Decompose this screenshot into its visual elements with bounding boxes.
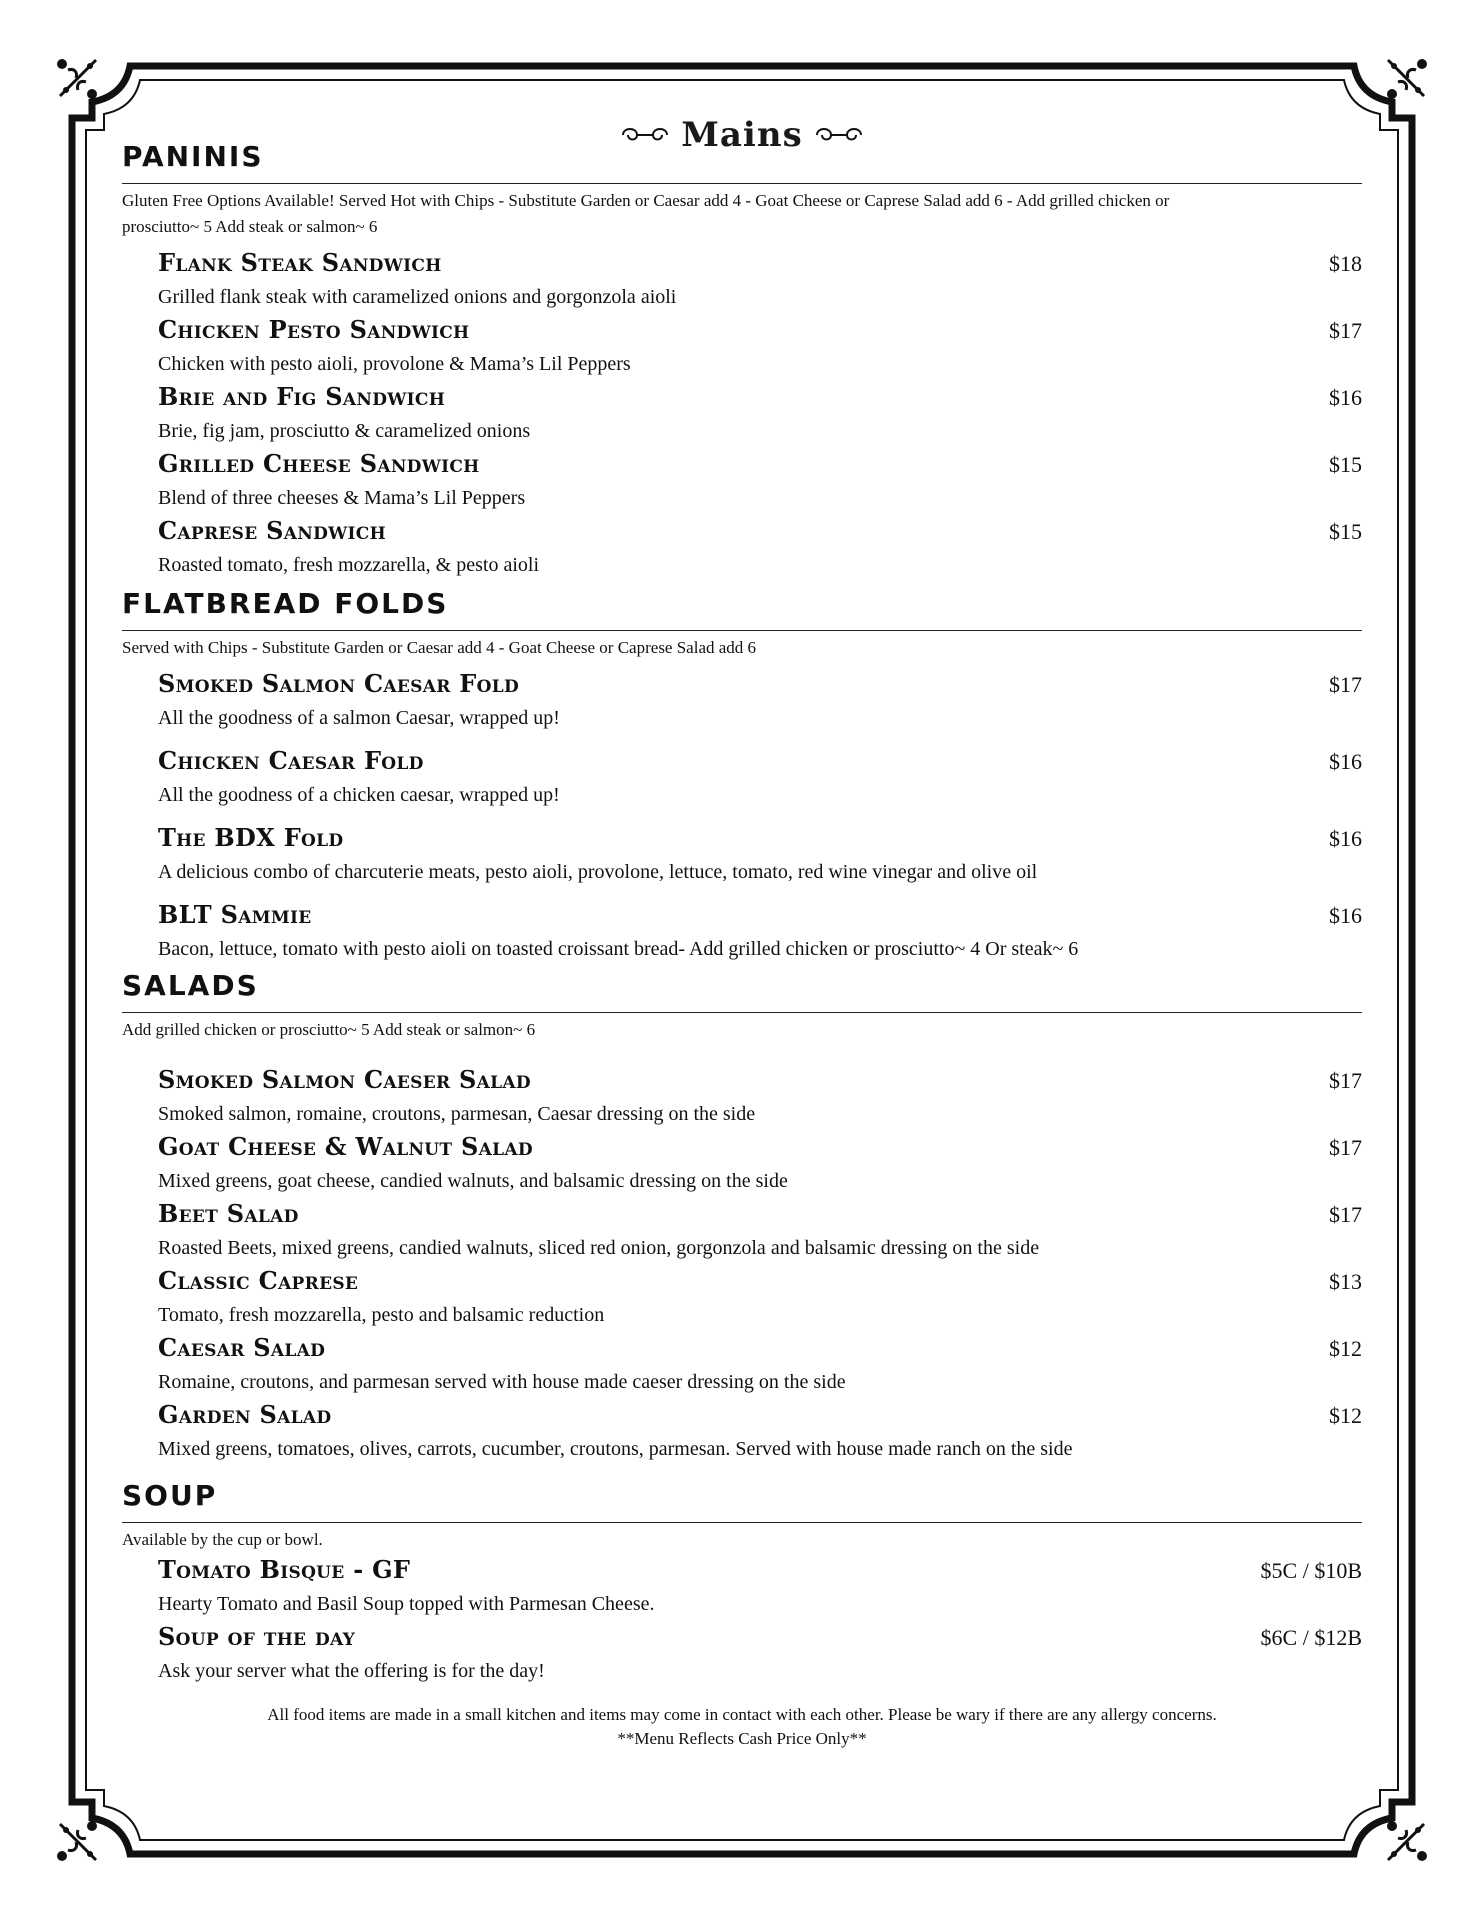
item-name: Flank Steak Sandwich xyxy=(158,248,442,277)
menu-item xyxy=(158,1398,1362,1465)
item-price: $16 xyxy=(1329,385,1362,410)
item-name: Smoked Salmon Caeser Salad xyxy=(158,1065,531,1094)
corner-ornament-icon xyxy=(1378,50,1434,106)
section-heading: PANINIS xyxy=(122,140,1362,184)
item-name: Goat Cheese & Walnut Salad xyxy=(158,1132,533,1161)
section-note: Served with Chips - Substitute Garden or Caesar add 4 - Goat Cheese or Caprese Salad add 6 xyxy=(122,638,757,657)
item-description: Bacon, lettuce, tomato with pesto aioli on toasted croissant bread- Add grilled chicken or prosciutto~ 4 Or steak~ 6 xyxy=(158,938,1079,960)
menu-item xyxy=(158,667,1362,734)
item-name: Chicken Caesar Fold xyxy=(158,746,424,775)
item-description: All the goodness of a salmon Caesar, wrapped up! xyxy=(158,707,560,729)
item-name: Caesar Salad xyxy=(158,1333,326,1362)
item-price: $17 xyxy=(1329,1135,1362,1160)
page-title: Mains xyxy=(681,115,803,155)
item-description: Brie, fig jam, prosciutto & caramelized onions xyxy=(158,420,531,442)
item-price: $16 xyxy=(1329,903,1362,928)
menu-item xyxy=(158,1620,1362,1687)
item-name: The BDX Fold xyxy=(158,823,344,852)
item-price: $16 xyxy=(1329,749,1362,774)
section-paninis xyxy=(122,140,1362,581)
section-flatbread-folds xyxy=(122,587,1362,965)
menu-item xyxy=(158,447,1362,514)
menu-item xyxy=(158,1331,1362,1398)
item-price: $18 xyxy=(1329,251,1362,276)
item-description: Mixed greens, tomatoes, olives, carrots, cucumber, croutons, parmesan. Served with house made ranch on the side xyxy=(158,1438,1073,1460)
swirl-left-icon xyxy=(619,124,671,146)
menu-item xyxy=(158,821,1362,888)
item-description: Roasted Beets, mixed greens, candied walnuts, sliced red onion, gorgonzola and balsamic dressing on the side xyxy=(158,1237,1040,1259)
section-heading: FLATBREAD FOLDS xyxy=(122,587,1362,631)
section-salads xyxy=(122,969,1362,1465)
menu-item xyxy=(158,1063,1362,1130)
item-price: $17 xyxy=(1329,672,1362,697)
menu-item xyxy=(158,1130,1362,1197)
item-description: Roasted tomato, fresh mozzarella, & pesto aioli xyxy=(158,554,539,576)
item-description: Blend of three cheeses & Mama’s Lil Peppers xyxy=(158,487,526,509)
menu-item xyxy=(158,1553,1362,1620)
item-description: Romaine, croutons, and parmesan served with house made caeser dressing on the side xyxy=(158,1371,846,1393)
item-price: $6C / $12B xyxy=(1260,1625,1362,1650)
section-note: Add grilled chicken or prosciutto~ 5 Add steak or salmon~ 6 xyxy=(122,1020,536,1039)
item-description: Grilled flank steak with caramelized onions and gorgonzola aioli xyxy=(158,286,677,308)
item-name: Brie and Fig Sandwich xyxy=(158,382,446,411)
menu-item xyxy=(158,1264,1362,1331)
item-description: A delicious combo of charcuterie meats, pesto aioli, provolone, lettuce, tomato, red wine vinegar and olive oil xyxy=(158,861,1038,883)
corner-ornament-icon xyxy=(1378,1814,1434,1870)
item-name: BLT Sammie xyxy=(158,900,312,929)
swirl-right-icon xyxy=(813,124,865,146)
section-note: Available by the cup or bowl. xyxy=(122,1530,323,1549)
footer-cash-note: **Menu Reflects Cash Price Only** xyxy=(617,1729,867,1748)
item-price: $5C / $10B xyxy=(1260,1558,1362,1583)
item-name: Grilled Cheese Sandwich xyxy=(158,449,480,478)
menu-item xyxy=(158,246,1362,313)
item-price: $12 xyxy=(1329,1403,1362,1428)
item-name: Smoked Salmon Caesar Fold xyxy=(158,669,520,698)
section-heading: SALADS xyxy=(122,969,1362,1013)
item-name: Caprese Sandwich xyxy=(158,516,386,545)
menu-item xyxy=(158,514,1362,581)
item-description: All the goodness of a chicken caesar, wrapped up! xyxy=(158,784,560,806)
item-name: Garden Salad xyxy=(158,1400,332,1429)
item-name: Classic Caprese xyxy=(158,1266,359,1295)
menu-content xyxy=(122,110,1362,1810)
corner-ornament-icon xyxy=(50,50,106,106)
corner-ornament-icon xyxy=(50,1814,106,1870)
item-price: $17 xyxy=(1329,1068,1362,1093)
section-heading: SOUP xyxy=(122,1479,1362,1523)
item-description: Chicken with pesto aioli, provolone & Mama’s Lil Peppers xyxy=(158,353,631,375)
item-name: Beet Salad xyxy=(158,1199,299,1228)
item-description: Ask your server what the offering is for the day! xyxy=(158,1660,545,1682)
menu-item xyxy=(158,744,1362,811)
menu-item xyxy=(158,1197,1362,1264)
item-price: $17 xyxy=(1329,1202,1362,1227)
item-price: $15 xyxy=(1329,519,1362,544)
item-price: $13 xyxy=(1329,1269,1362,1294)
item-description: Mixed greens, goat cheese, candied walnuts, and balsamic dressing on the side xyxy=(158,1170,788,1192)
item-description: Tomato, fresh mozzarella, pesto and balsamic reduction xyxy=(158,1304,605,1326)
item-price: $12 xyxy=(1329,1336,1362,1361)
item-name: Chicken Pesto Sandwich xyxy=(158,315,470,344)
item-description: Hearty Tomato and Basil Soup topped with Parmesan Cheese. xyxy=(158,1593,655,1615)
footer-allergy-note: All food items are made in a small kitchen and items may come in contact with each other. Please be wary if there are any allergy concerns. xyxy=(267,1705,1217,1724)
allergy-footer xyxy=(122,1703,1362,1751)
item-name: Soup of the day xyxy=(158,1622,356,1651)
item-price: $17 xyxy=(1329,318,1362,343)
item-description: Smoked salmon, romaine, croutons, parmesan, Caesar dressing on the side xyxy=(158,1103,756,1125)
menu-item xyxy=(158,380,1362,447)
menu-item xyxy=(158,313,1362,380)
item-price: $16 xyxy=(1329,826,1362,851)
section-note: Gluten Free Options Available! Served Hot with Chips - Substitute Garden or Caesar add 4 - Goat Cheese or Caprese Salad add 6 - Add grilled chicken or prosciutto~ 5 Add steak or salmon~ 6 xyxy=(122,191,1170,236)
section-soup xyxy=(122,1479,1362,1687)
item-name: Tomato Bisque - GF xyxy=(158,1555,411,1584)
item-price: $15 xyxy=(1329,452,1362,477)
menu-item xyxy=(158,898,1362,965)
